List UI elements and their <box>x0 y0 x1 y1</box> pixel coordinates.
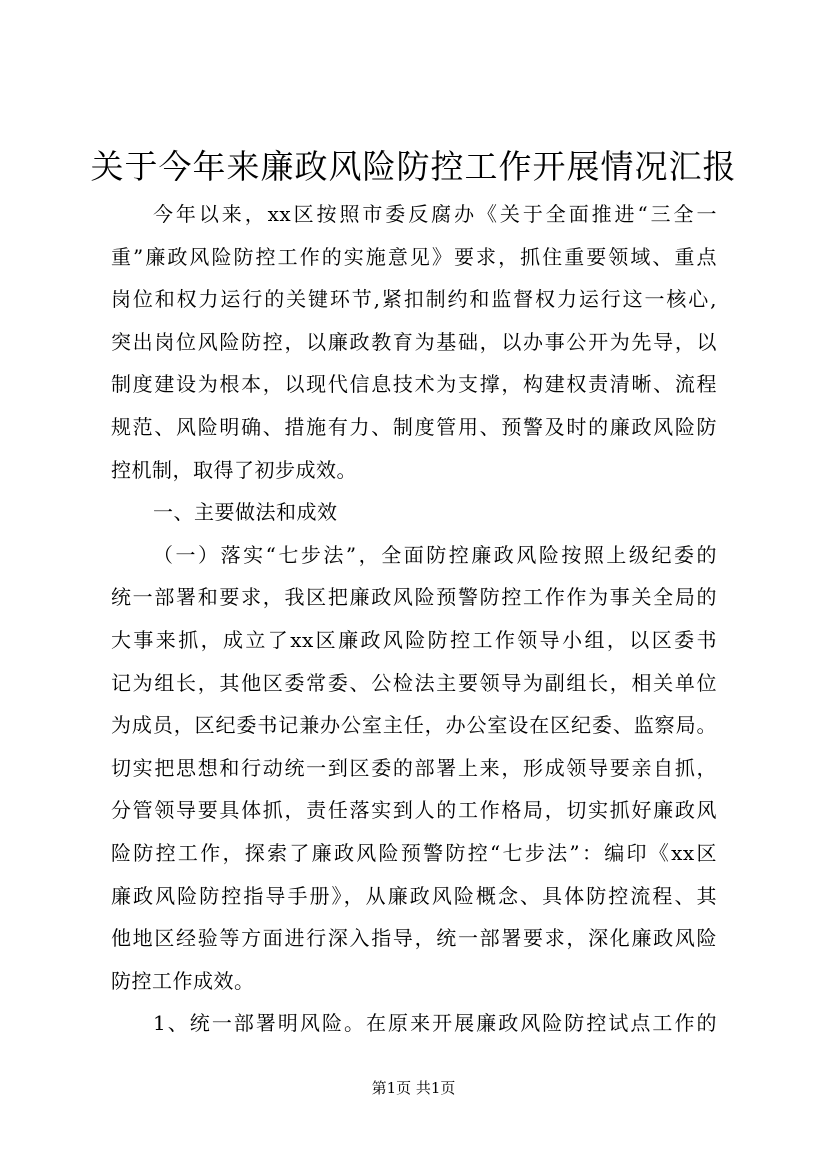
paragraph-line: 险防控工作，探索了廉政风险预警防控“七步法”：编印《xx区 <box>111 840 717 865</box>
document-body <box>111 193 717 1045</box>
paragraph-line: 制度建设为根本，以现代信息技术为支撑，构建权责清晰、流程 <box>111 372 717 397</box>
paragraph-line: 为成员，区纪委书记兼办公室主任，办公室设在区纪委、监察局。 <box>111 713 717 738</box>
paragraph-line: （一）落实“七步法”，全面防控廉政风险按照上级纪委的 <box>153 542 717 567</box>
section-heading: 一、主要做法和成效 <box>153 500 338 525</box>
paragraph-line: 切实把思想和行动统一到区委的部署上来，形成领导要亲自抓， <box>111 755 717 780</box>
paragraph-line: 今年以来，xx区按照市委反腐办《关于全面推进“三全一 <box>153 202 717 226</box>
paragraph-line: 防控工作成效。 <box>111 968 255 993</box>
paragraph-line: 廉政风险防控指导手册》，从廉政风险概念、具体防控流程、其 <box>111 883 717 908</box>
paragraph-line: 他地区经验等方面进行深入指导，统一部署要求，深化廉政风险 <box>111 926 717 951</box>
paragraph-line: 统一部署和要求，我区把廉政风险预警防控工作作为事关全局的 <box>111 585 717 610</box>
paragraph-line: 岗位和权力运行的关键环节,紧扣制约和监督权力运行这一核心, <box>111 287 717 312</box>
paragraph-line: 重”廉政风险防控工作的实施意见》要求，抓住重要领域、重点 <box>111 244 717 269</box>
paragraph-line: 记为组长，其他区委常委、公检法主要领导为副组长，相关单位 <box>111 670 717 695</box>
document-title: 关于今年来廉政风险防控工作开展情况汇报 <box>90 147 737 186</box>
page-footer: 第1页 共1页 <box>371 1079 456 1097</box>
paragraph-line: 控机制，取得了初步成效。 <box>111 457 357 482</box>
paragraph-line: 突出岗位风险防控，以廉政教育为基础，以办事公开为先导，以 <box>111 329 717 354</box>
paragraph-line: 大事来抓，成立了xx区廉政风险防控工作领导小组，以区委书 <box>111 627 717 652</box>
paragraph-line: 规范、风险明确、措施有力、制度管用、预警及时的廉政风险防 <box>111 414 717 439</box>
paragraph-line: 分管领导要具体抓，责任落实到人的工作格局，切实抓好廉政风 <box>111 798 717 823</box>
paragraph-line: 1、统一部署明风险。在原来开展廉政风险防控试点工作的 <box>153 1011 717 1036</box>
